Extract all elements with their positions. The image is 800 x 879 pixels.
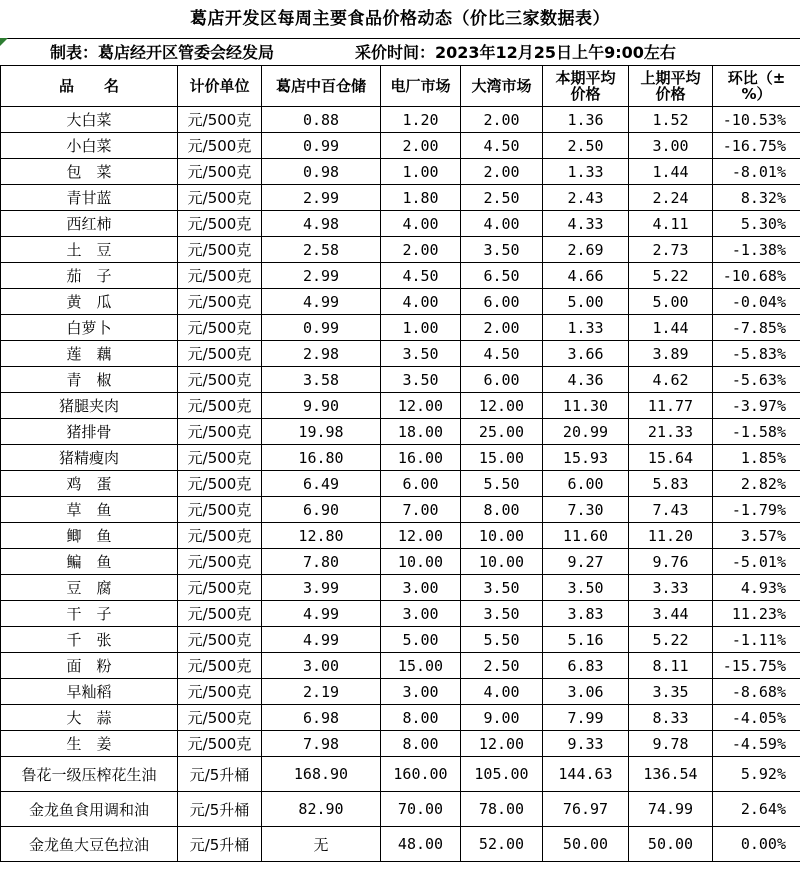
cell-zhongbai: 0.88 [262, 107, 381, 133]
cell-unit: 元/500克 [178, 679, 262, 705]
cell-name: 土 豆 [1, 237, 178, 263]
table-row [1, 705, 800, 731]
cell-dianchang: 10.00 [381, 549, 461, 575]
cell-previous-avg: 9.76 [629, 549, 713, 575]
cell-current-avg: 9.33 [543, 731, 629, 757]
cell-current-avg: 2.43 [543, 185, 629, 211]
cell-change: 11.23% [713, 601, 800, 627]
cell-current-avg: 11.60 [543, 523, 629, 549]
table-row [1, 679, 800, 705]
cell-dawan: 10.00 [461, 523, 543, 549]
header-current-avg: 本期平均价格 [543, 66, 629, 107]
cell-change: -1.58% [713, 419, 800, 445]
cell-dianchang: 18.00 [381, 419, 461, 445]
cell-dawan: 4.50 [461, 133, 543, 159]
cell-current-avg: 9.27 [543, 549, 629, 575]
cell-previous-avg: 1.44 [629, 159, 713, 185]
cell-name: 鳊 鱼 [1, 549, 178, 575]
cell-name: 鲁花一级压榨花生油 [1, 757, 178, 792]
cell-name: 青甘蓝 [1, 185, 178, 211]
cell-zhongbai: 0.98 [262, 159, 381, 185]
cell-previous-avg: 3.35 [629, 679, 713, 705]
cell-change: -15.75% [713, 653, 800, 679]
table-row [1, 393, 800, 419]
cell-dianchang: 8.00 [381, 705, 461, 731]
header-previous-avg: 上期平均价格 [629, 66, 713, 107]
table-maker: 制表：葛店经开区管委会经发局 [50, 43, 275, 62]
cell-unit: 元/5升桶 [178, 827, 262, 862]
table-row [1, 497, 800, 523]
cell-dawan: 4.50 [461, 341, 543, 367]
cell-dawan: 3.50 [461, 237, 543, 263]
cell-zhongbai: 12.80 [262, 523, 381, 549]
cell-name: 鲫 鱼 [1, 523, 178, 549]
cell-previous-avg: 1.52 [629, 107, 713, 133]
cell-zhongbai: 0.99 [262, 133, 381, 159]
cell-dianchang: 70.00 [381, 792, 461, 827]
cell-zhongbai: 0.99 [262, 315, 381, 341]
cell-zhongbai: 19.98 [262, 419, 381, 445]
cell-change: -1.38% [713, 237, 800, 263]
cell-unit: 元/500克 [178, 627, 262, 653]
price-table [0, 65, 800, 862]
cell-change: -1.79% [713, 497, 800, 523]
cell-previous-avg: 9.78 [629, 731, 713, 757]
cell-current-avg: 15.93 [543, 445, 629, 471]
cell-previous-avg: 3.89 [629, 341, 713, 367]
table-row [1, 367, 800, 393]
cell-previous-avg: 5.83 [629, 471, 713, 497]
cell-change: -5.63% [713, 367, 800, 393]
cell-current-avg: 5.00 [543, 289, 629, 315]
cell-zhongbai: 3.99 [262, 575, 381, 601]
cell-dianchang: 2.00 [381, 237, 461, 263]
cell-dawan: 2.00 [461, 315, 543, 341]
table-row [1, 211, 800, 237]
table-row [1, 471, 800, 497]
cell-name: 包 菜 [1, 159, 178, 185]
cell-dianchang: 15.00 [381, 653, 461, 679]
table-row [1, 575, 800, 601]
cell-zhongbai: 6.49 [262, 471, 381, 497]
cell-name: 干 子 [1, 601, 178, 627]
cell-dianchang: 4.50 [381, 263, 461, 289]
cell-dawan: 9.00 [461, 705, 543, 731]
cell-unit: 元/5升桶 [178, 757, 262, 792]
cell-change: 2.82% [713, 471, 800, 497]
cell-dawan: 3.50 [461, 601, 543, 627]
cell-unit: 元/500克 [178, 367, 262, 393]
cell-current-avg: 1.36 [543, 107, 629, 133]
table-row [1, 315, 800, 341]
cell-zhongbai: 16.80 [262, 445, 381, 471]
table-row [1, 341, 800, 367]
cell-change: -0.04% [713, 289, 800, 315]
cell-dawan: 2.50 [461, 653, 543, 679]
cell-change: -4.59% [713, 731, 800, 757]
cell-dianchang: 3.00 [381, 601, 461, 627]
cell-zhongbai: 4.99 [262, 627, 381, 653]
cell-name: 草 鱼 [1, 497, 178, 523]
cell-dianchang: 160.00 [381, 757, 461, 792]
cell-dianchang: 12.00 [381, 523, 461, 549]
cell-unit: 元/500克 [178, 419, 262, 445]
cell-change: 4.93% [713, 575, 800, 601]
cell-zhongbai: 2.19 [262, 679, 381, 705]
cell-name: 猪排骨 [1, 419, 178, 445]
cell-name: 面 粉 [1, 653, 178, 679]
table-row [1, 523, 800, 549]
cell-zhongbai: 3.58 [262, 367, 381, 393]
cell-previous-avg: 3.44 [629, 601, 713, 627]
cell-unit: 元/500克 [178, 341, 262, 367]
header-name: 品 名 [1, 66, 178, 107]
cell-previous-avg: 136.54 [629, 757, 713, 792]
cell-previous-avg: 11.20 [629, 523, 713, 549]
table-row [1, 827, 800, 862]
cell-name: 金龙鱼食用调和油 [1, 792, 178, 827]
table-row [1, 627, 800, 653]
cell-dawan: 12.00 [461, 393, 543, 419]
cell-zhongbai: 6.90 [262, 497, 381, 523]
cell-name: 大 蒜 [1, 705, 178, 731]
cell-zhongbai: 4.98 [262, 211, 381, 237]
cell-name: 西红柿 [1, 211, 178, 237]
cell-change: -8.01% [713, 159, 800, 185]
cell-dianchang: 1.00 [381, 159, 461, 185]
cell-dawan: 10.00 [461, 549, 543, 575]
cell-current-avg: 144.63 [543, 757, 629, 792]
cell-previous-avg: 21.33 [629, 419, 713, 445]
cell-dianchang: 3.00 [381, 575, 461, 601]
cell-current-avg: 3.83 [543, 601, 629, 627]
cell-zhongbai: 2.99 [262, 185, 381, 211]
cell-change: -10.68% [713, 263, 800, 289]
cell-change: -8.68% [713, 679, 800, 705]
table-row [1, 107, 800, 133]
cell-current-avg: 20.99 [543, 419, 629, 445]
cell-dawan: 5.50 [461, 627, 543, 653]
cell-change: 8.32% [713, 185, 800, 211]
cell-dianchang: 2.00 [381, 133, 461, 159]
header-zhongbai: 葛店中百仓储 [262, 66, 381, 107]
cell-current-avg: 76.97 [543, 792, 629, 827]
cell-dianchang: 3.00 [381, 679, 461, 705]
table-row [1, 731, 800, 757]
cell-comment-marker-icon [0, 38, 8, 46]
cell-unit: 元/500克 [178, 731, 262, 757]
cell-previous-avg: 5.22 [629, 263, 713, 289]
cell-dawan: 2.00 [461, 107, 543, 133]
cell-dianchang: 1.80 [381, 185, 461, 211]
cell-dawan: 52.00 [461, 827, 543, 862]
cell-name: 茄 子 [1, 263, 178, 289]
cell-unit: 元/500克 [178, 315, 262, 341]
cell-dawan: 15.00 [461, 445, 543, 471]
cell-dianchang: 7.00 [381, 497, 461, 523]
cell-dawan: 6.00 [461, 367, 543, 393]
cell-name: 白萝卜 [1, 315, 178, 341]
cell-previous-avg: 2.24 [629, 185, 713, 211]
cell-dianchang: 3.50 [381, 367, 461, 393]
cell-previous-avg: 5.00 [629, 289, 713, 315]
cell-unit: 元/500克 [178, 653, 262, 679]
table-row [1, 159, 800, 185]
cell-unit: 元/5升桶 [178, 792, 262, 827]
cell-zhongbai: 9.90 [262, 393, 381, 419]
cell-change: 0.00% [713, 827, 800, 862]
cell-unit: 元/500克 [178, 445, 262, 471]
cell-name: 大白菜 [1, 107, 178, 133]
cell-dianchang: 5.00 [381, 627, 461, 653]
cell-change: -3.97% [713, 393, 800, 419]
cell-previous-avg: 4.11 [629, 211, 713, 237]
cell-dianchang: 4.00 [381, 211, 461, 237]
cell-current-avg: 3.66 [543, 341, 629, 367]
cell-current-avg: 2.69 [543, 237, 629, 263]
table-row [1, 237, 800, 263]
cell-zhongbai: 7.98 [262, 731, 381, 757]
cell-name: 生 姜 [1, 731, 178, 757]
header-dawan: 大湾市场 [461, 66, 543, 107]
cell-current-avg: 11.30 [543, 393, 629, 419]
sheet-meta [0, 38, 800, 66]
cell-previous-avg: 4.62 [629, 367, 713, 393]
cell-change: -1.11% [713, 627, 800, 653]
sheet-title: 葛店开发区每周主要食品价格动态（价比三家数据表） [190, 9, 610, 29]
cell-unit: 元/500克 [178, 705, 262, 731]
cell-current-avg: 3.50 [543, 575, 629, 601]
cell-previous-avg: 8.11 [629, 653, 713, 679]
cell-dawan: 6.00 [461, 289, 543, 315]
cell-unit: 元/500克 [178, 133, 262, 159]
table-row [1, 263, 800, 289]
cell-previous-avg: 1.44 [629, 315, 713, 341]
cell-current-avg: 3.06 [543, 679, 629, 705]
cell-zhongbai: 168.90 [262, 757, 381, 792]
cell-change: -5.01% [713, 549, 800, 575]
cell-unit: 元/500克 [178, 497, 262, 523]
cell-current-avg: 1.33 [543, 315, 629, 341]
cell-current-avg: 7.30 [543, 497, 629, 523]
table-row [1, 133, 800, 159]
cell-previous-avg: 8.33 [629, 705, 713, 731]
cell-dianchang: 12.00 [381, 393, 461, 419]
cell-name: 早籼稻 [1, 679, 178, 705]
table-row [1, 601, 800, 627]
cell-change: 5.30% [713, 211, 800, 237]
cell-zhongbai: 2.98 [262, 341, 381, 367]
cell-previous-avg: 5.22 [629, 627, 713, 653]
header-change: 环比（±%） [713, 66, 800, 107]
cell-current-avg: 1.33 [543, 159, 629, 185]
table-row [1, 549, 800, 575]
cell-unit: 元/500克 [178, 575, 262, 601]
cell-previous-avg: 2.73 [629, 237, 713, 263]
cell-dawan: 2.50 [461, 185, 543, 211]
cell-zhongbai: 82.90 [262, 792, 381, 827]
cell-zhongbai: 4.99 [262, 601, 381, 627]
cell-dianchang: 16.00 [381, 445, 461, 471]
cell-dawan: 105.00 [461, 757, 543, 792]
cell-dawan: 25.00 [461, 419, 543, 445]
table-row [1, 419, 800, 445]
cell-zhongbai: 6.98 [262, 705, 381, 731]
cell-change: 1.85% [713, 445, 800, 471]
collect-time: 采价时间：2023年12月25日上午9:00左右 [355, 43, 676, 62]
cell-dawan: 6.50 [461, 263, 543, 289]
cell-unit: 元/500克 [178, 263, 262, 289]
cell-dianchang: 48.00 [381, 827, 461, 862]
cell-dianchang: 8.00 [381, 731, 461, 757]
cell-zhongbai: 4.99 [262, 289, 381, 315]
cell-name: 金龙鱼大豆色拉油 [1, 827, 178, 862]
cell-change: -16.75% [713, 133, 800, 159]
cell-dianchang: 3.50 [381, 341, 461, 367]
cell-change: -7.85% [713, 315, 800, 341]
cell-previous-avg: 50.00 [629, 827, 713, 862]
cell-current-avg: 5.16 [543, 627, 629, 653]
cell-change: -5.83% [713, 341, 800, 367]
cell-name: 莲 藕 [1, 341, 178, 367]
cell-zhongbai: 2.99 [262, 263, 381, 289]
cell-previous-avg: 74.99 [629, 792, 713, 827]
cell-current-avg: 4.66 [543, 263, 629, 289]
cell-zhongbai: 2.58 [262, 237, 381, 263]
header-row [1, 66, 800, 107]
cell-unit: 元/500克 [178, 471, 262, 497]
cell-dianchang: 4.00 [381, 289, 461, 315]
table-row [1, 445, 800, 471]
header-unit: 计价单位 [178, 66, 262, 107]
cell-dawan: 3.50 [461, 575, 543, 601]
cell-unit: 元/500克 [178, 185, 262, 211]
cell-previous-avg: 15.64 [629, 445, 713, 471]
cell-current-avg: 4.36 [543, 367, 629, 393]
cell-zhongbai: 7.80 [262, 549, 381, 575]
cell-name: 千 张 [1, 627, 178, 653]
cell-unit: 元/500克 [178, 393, 262, 419]
cell-name: 小白菜 [1, 133, 178, 159]
cell-name: 豆 腐 [1, 575, 178, 601]
cell-name: 猪腿夹肉 [1, 393, 178, 419]
header-dianchang: 电厂市场 [381, 66, 461, 107]
cell-dawan: 5.50 [461, 471, 543, 497]
cell-unit: 元/500克 [178, 159, 262, 185]
table-row [1, 185, 800, 211]
cell-current-avg: 4.33 [543, 211, 629, 237]
cell-dawan: 12.00 [461, 731, 543, 757]
cell-dawan: 4.00 [461, 211, 543, 237]
cell-zhongbai: 3.00 [262, 653, 381, 679]
cell-current-avg: 6.83 [543, 653, 629, 679]
cell-previous-avg: 11.77 [629, 393, 713, 419]
table-row [1, 792, 800, 827]
cell-dawan: 78.00 [461, 792, 543, 827]
cell-dianchang: 1.20 [381, 107, 461, 133]
cell-dawan: 2.00 [461, 159, 543, 185]
cell-current-avg: 50.00 [543, 827, 629, 862]
cell-change: -10.53% [713, 107, 800, 133]
table-row [1, 653, 800, 679]
cell-current-avg: 7.99 [543, 705, 629, 731]
cell-name: 青 椒 [1, 367, 178, 393]
cell-dawan: 4.00 [461, 679, 543, 705]
cell-change: 3.57% [713, 523, 800, 549]
table-row [1, 289, 800, 315]
cell-previous-avg: 3.00 [629, 133, 713, 159]
cell-previous-avg: 7.43 [629, 497, 713, 523]
cell-previous-avg: 3.33 [629, 575, 713, 601]
cell-change: 2.64% [713, 792, 800, 827]
cell-name: 猪精瘦肉 [1, 445, 178, 471]
cell-unit: 元/500克 [178, 107, 262, 133]
cell-unit: 元/500克 [178, 523, 262, 549]
cell-name: 黄 瓜 [1, 289, 178, 315]
cell-unit: 元/500克 [178, 237, 262, 263]
cell-dianchang: 6.00 [381, 471, 461, 497]
cell-zhongbai: 无 [262, 827, 381, 862]
cell-dawan: 8.00 [461, 497, 543, 523]
cell-change: -4.05% [713, 705, 800, 731]
cell-unit: 元/500克 [178, 549, 262, 575]
table-row [1, 757, 800, 792]
cell-unit: 元/500克 [178, 289, 262, 315]
cell-dianchang: 1.00 [381, 315, 461, 341]
cell-unit: 元/500克 [178, 601, 262, 627]
cell-name: 鸡 蛋 [1, 471, 178, 497]
cell-change: 5.92% [713, 757, 800, 792]
cell-current-avg: 6.00 [543, 471, 629, 497]
cell-current-avg: 2.50 [543, 133, 629, 159]
cell-unit: 元/500克 [178, 211, 262, 237]
